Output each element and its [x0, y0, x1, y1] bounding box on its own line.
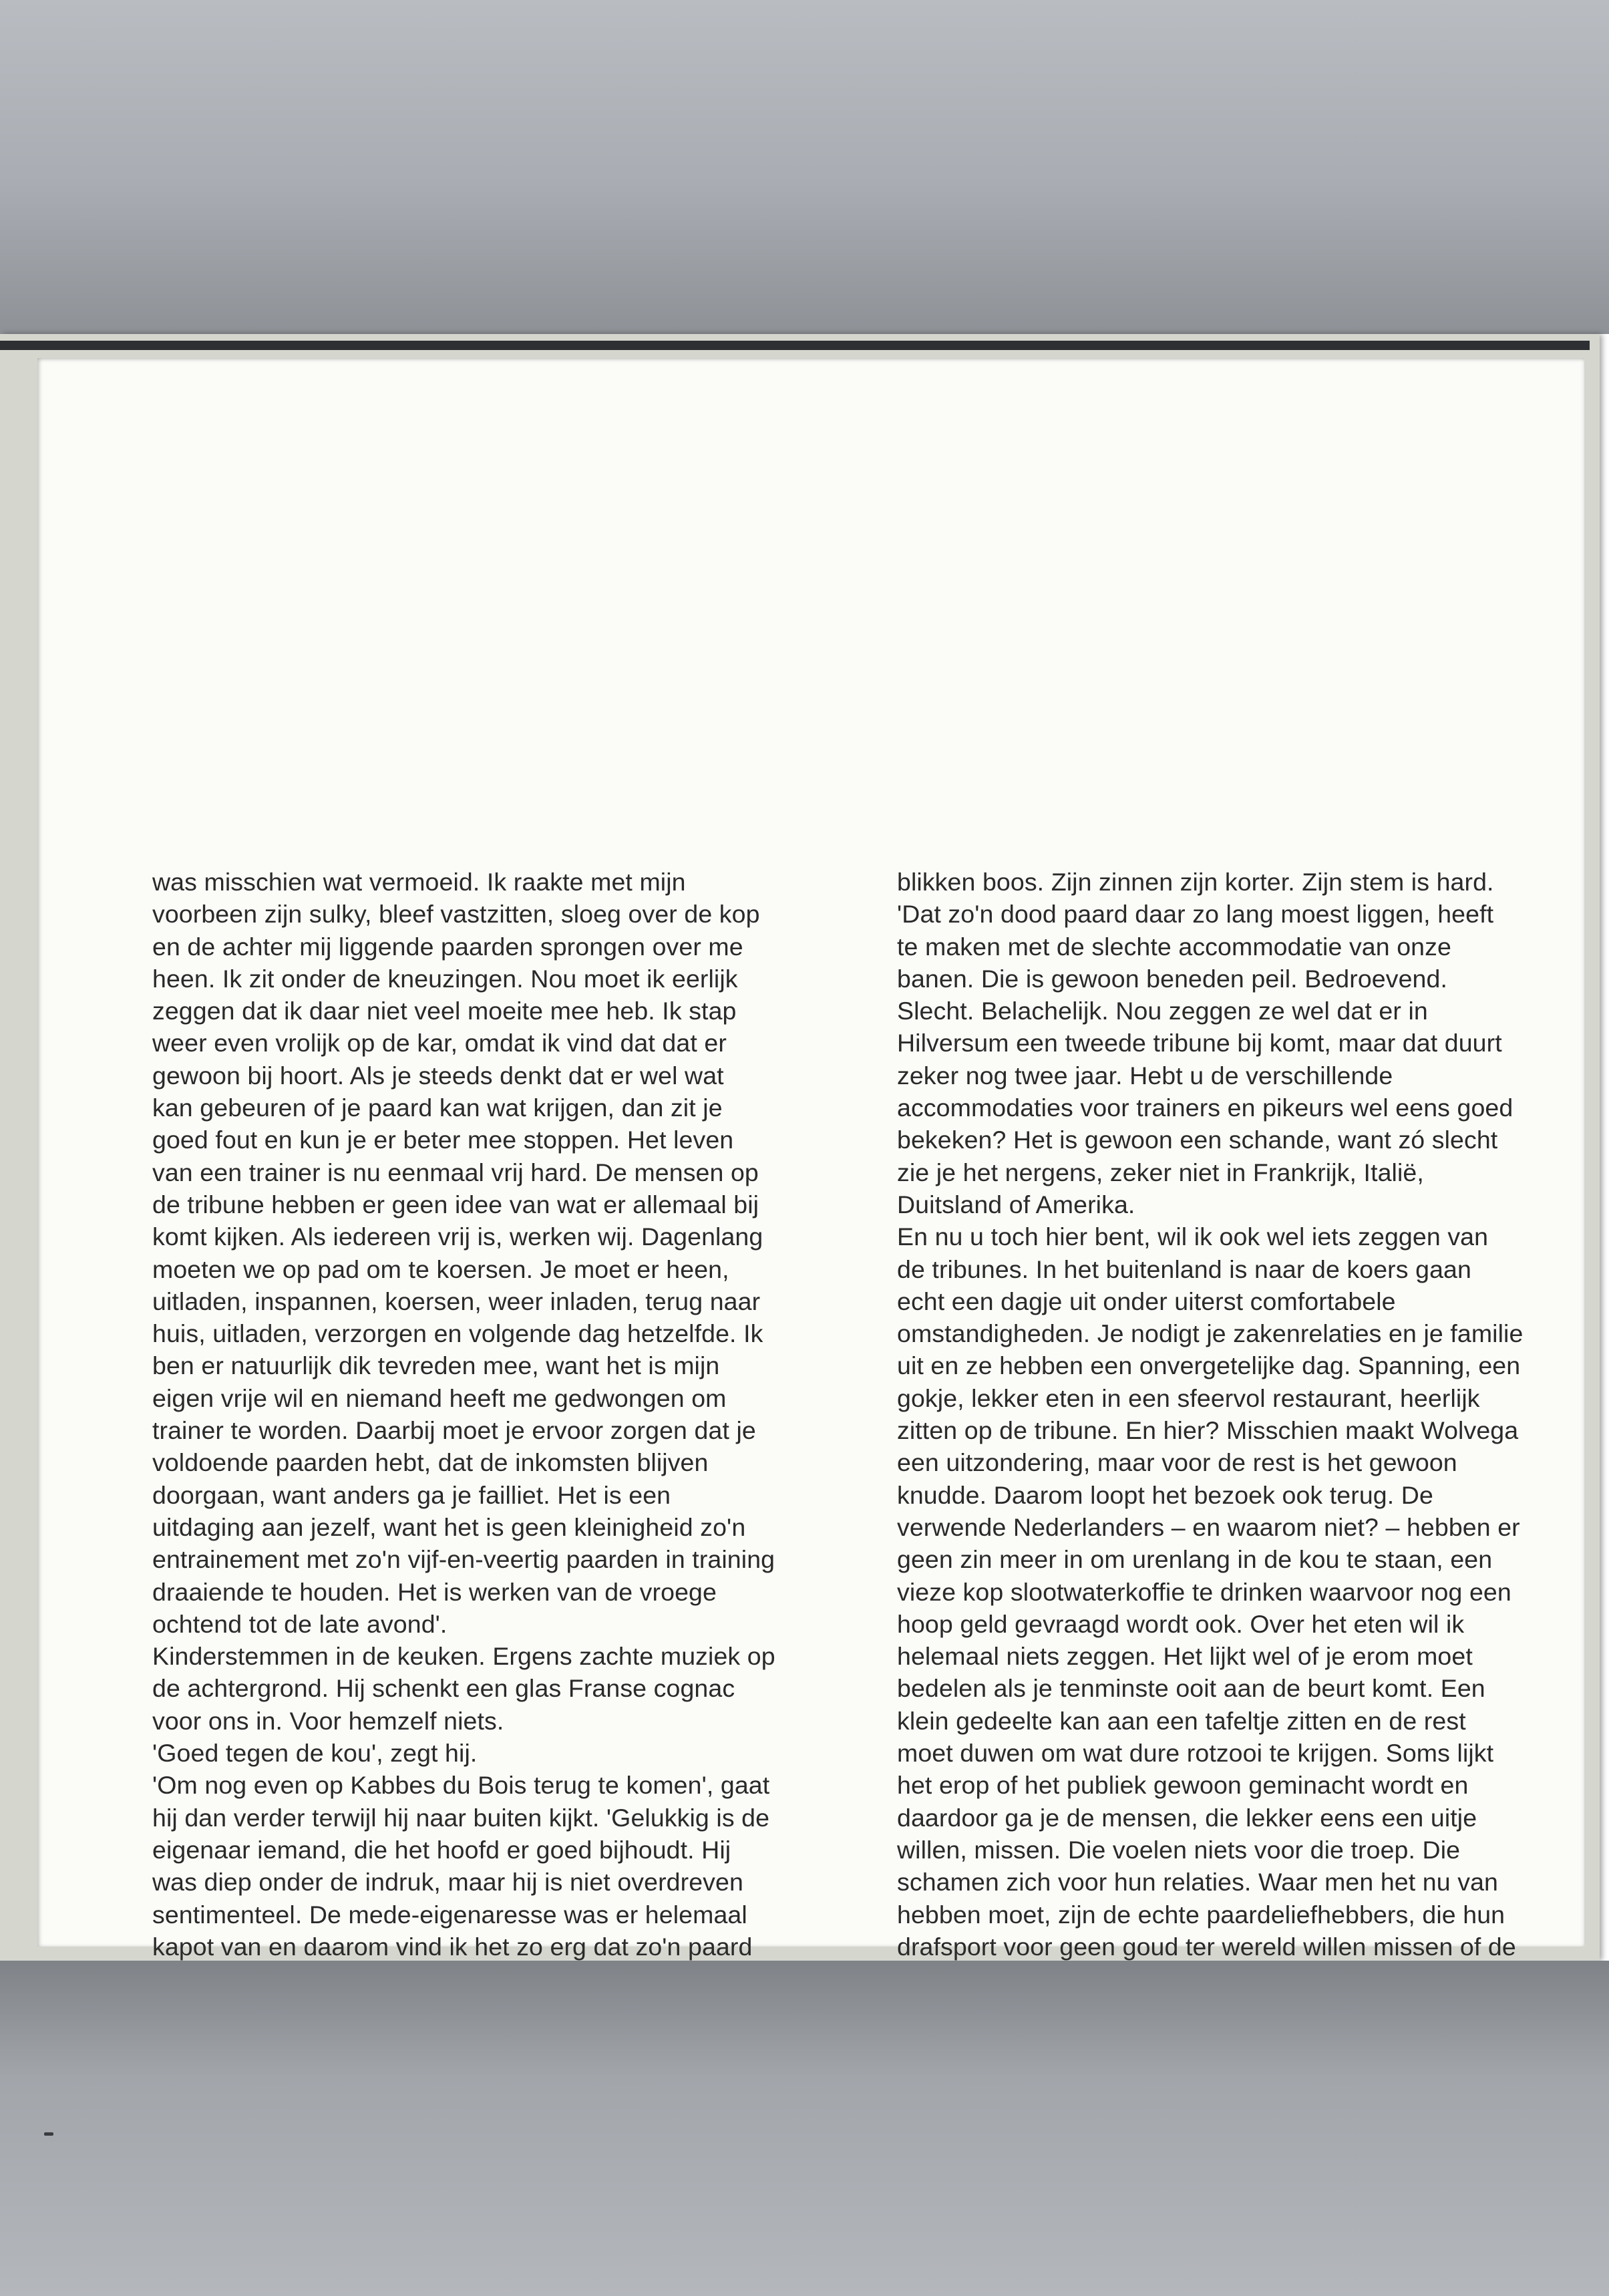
text-line: huis, uitladen, verzorgen en volgende dag hetzelfde. Ik [152, 1319, 763, 1348]
text-line: Kinderstemmen in de keuken. Ergens zachte muziek op [152, 1642, 775, 1671]
text-line: omstandigheden. Je nodigt je zakenrelaties en je familie [897, 1319, 1524, 1348]
text-line: 'Dat zo'n dood paard daar zo lang moest liggen, heeft [897, 900, 1494, 929]
text-line: Duitsland of Amerika. [897, 1190, 1135, 1218]
scan-speck [44, 2132, 53, 2136]
text-line: klein gedeelte kan aan een tafeltje zitten en de rest [897, 1706, 1466, 1735]
text-line: trainer te worden. Daarbij moet je ervoor zorgen dat je [152, 1416, 756, 1445]
text-line: draaiende te houden. Het is werken van de vroege [152, 1577, 717, 1606]
scan-background-bottom [0, 1961, 1609, 2296]
text-line: echt een dagje uit onder uiterst comfortabele [897, 1287, 1396, 1315]
text-line: sentimenteel. De mede-eigenaresse was er helemaal [152, 1900, 747, 1929]
text-line: weer even vrolijk op de kar, omdat ik vind dat dat er [152, 1029, 727, 1057]
text-line: verwende Nederlanders – en waarom niet? – hebben er [897, 1512, 1520, 1541]
text-line: accommodaties voor trainers en pikeurs wel eens goed [897, 1094, 1513, 1122]
text-line: 'Goed tegen de kou', zegt hij. [152, 1739, 478, 1768]
text-line: willen, missen. Die voelen niets voor die troep. Die [897, 1835, 1461, 1864]
text-line: kapot van en daarom vind ik het zo erg dat zo'n paard [152, 1932, 753, 1961]
text-line: hoop geld gevraagd wordt ook. Over het eten wil ik [897, 1609, 1465, 1638]
text-line: hij dan verder terwijl hij naar buiten kijkt. 'Gelukkig is de [152, 1803, 770, 1832]
text-line: was misschien wat vermoeid. Ik raakte met mijn [152, 868, 686, 896]
text-line: uit en ze hebben een onvergetelijke dag. Spanning, een [897, 1351, 1521, 1380]
text-line: uitdaging aan jezelf, want het is geen kleinigheid zo'n [152, 1512, 746, 1541]
text-line: 'Om nog even op Kabbes du Bois terug te komen', gaat [152, 1771, 770, 1800]
text-line: schamen zich voor hun relaties. Waar men het nu van [897, 1868, 1498, 1897]
text-line: eigen vrije wil en niemand heeft me gedwongen om [152, 1383, 727, 1412]
text-line: de tribune hebben er geen idee van wat er allemaal bij [152, 1190, 759, 1218]
book-page [37, 358, 1584, 1961]
text-line: zeggen dat ik daar niet veel moeite mee heb. Ik stap [152, 997, 737, 1025]
text-line: bekeken? Het is gewoon een schande, want zó slecht [897, 1126, 1498, 1154]
text-line: was diep onder de indruk, maar hij is niet overdreven [152, 1868, 743, 1897]
text-line: doorgaan, want anders ga je failliet. Het is een [152, 1480, 671, 1509]
text-line: En nu u toch hier bent, wil ik ook wel iets zeggen van [897, 1222, 1489, 1251]
book-cover-top-edge [0, 341, 1590, 350]
text-line: goed fout en kun je er beter mee stoppen. Het leven [152, 1126, 734, 1154]
text-line: kan gebeuren of je paard kan wat krijgen, dan zit je [152, 1094, 723, 1122]
text-line: helemaal niets zeggen. Het lijkt wel of je erom moet [897, 1642, 1473, 1671]
scan-background-top [0, 0, 1609, 334]
text-line: zeker nog twee jaar. Hebt u de verschillende [897, 1061, 1393, 1090]
right-text-column [897, 866, 1568, 2092]
text-line: Hilversum een tweede tribune bij komt, maar dat duurt [897, 1029, 1502, 1057]
text-line: eigenaar iemand, die het hoofd er goed bijhoudt. Hij [152, 1835, 731, 1864]
text-line: het erop of het publiek gewoon geminacht wordt en [897, 1771, 1469, 1800]
text-line: heen. Ik zit onder de kneuzingen. Nou moet ik eerlijk [152, 964, 738, 993]
text-line: komt kijken. Als iedereen vrij is, werken wij. Dagenlang [152, 1222, 763, 1251]
text-line: moet duwen om wat dure rotzooi te krijgen. Soms lijkt [897, 1739, 1494, 1768]
text-line: geen zin meer in om urenlang in de kou te staan, een [897, 1545, 1493, 1574]
text-line: de tribunes. In het buitenland is naar de koers gaan [897, 1255, 1471, 1283]
text-line: knudde. Daarom loopt het bezoek ook terug. De [897, 1480, 1433, 1509]
text-line: van een trainer is nu eenmaal vrij hard. De mensen op [152, 1158, 759, 1186]
text-line: blikken boos. Zijn zinnen zijn korter. Zijn stem is hard. [897, 868, 1494, 896]
text-line: entrainement met zo'n vijf-en-veertig paarden in training [152, 1545, 775, 1574]
text-line: ben er natuurlijk dik tevreden mee, want het is mijn [152, 1351, 720, 1380]
left-text-column [152, 866, 824, 2092]
text-line: vieze kop slootwaterkoffie te drinken waarvoor nog een [897, 1577, 1511, 1606]
text-line: zie je het nergens, zeker niet in Frankrijk, Italië, [897, 1158, 1424, 1186]
text-line: moeten we op pad om te koersen. Je moet er heen, [152, 1255, 729, 1283]
text-line: een uitzondering, maar voor de rest is het gewoon [897, 1448, 1457, 1477]
text-line: voorbeen zijn sulky, bleef vastzitten, sloeg over de kop [152, 900, 760, 929]
text-line: zitten op de tribune. En hier? Misschien maakt Wolvega [897, 1416, 1519, 1445]
text-line: gewoon bij hoort. Als je steeds denkt dat er wel wat [152, 1061, 724, 1090]
text-line: bedelen als je tenminste ooit aan de beurt komt. Een [897, 1674, 1485, 1703]
text-line: en de achter mij liggende paarden sprongen over me [152, 932, 743, 961]
text-line: te maken met de slechte accommodatie van onze [897, 932, 1451, 961]
text-line: uitladen, inspannen, koersen, weer inladen, terug naar [152, 1287, 761, 1315]
text-line: Slecht. Belachelijk. Nou zeggen ze wel dat er in [897, 997, 1428, 1025]
text-line: banen. Die is gewoon beneden peil. Bedroevend. [897, 964, 1447, 993]
text-line: gokje, lekker eten in een sfeervol restaurant, heerlijk [897, 1383, 1480, 1412]
text-line: de achtergrond. Hij schenkt een glas Franse cognac [152, 1674, 735, 1703]
text-line: voldoende paarden hebt, dat de inkomsten blijven [152, 1448, 709, 1477]
text-line: hebben moet, zijn de echte paardeliefhebbers, die hun [897, 1900, 1505, 1929]
text-line: daardoor ga je de mensen, die lekker eens een uitje [897, 1803, 1477, 1832]
text-line: drafsport voor geen goud ter wereld willen missen of de [897, 1932, 1516, 1961]
text-line: voor ons in. Voor hemzelf niets. [152, 1706, 504, 1735]
text-line: ochtend tot de late avond'. [152, 1609, 448, 1638]
